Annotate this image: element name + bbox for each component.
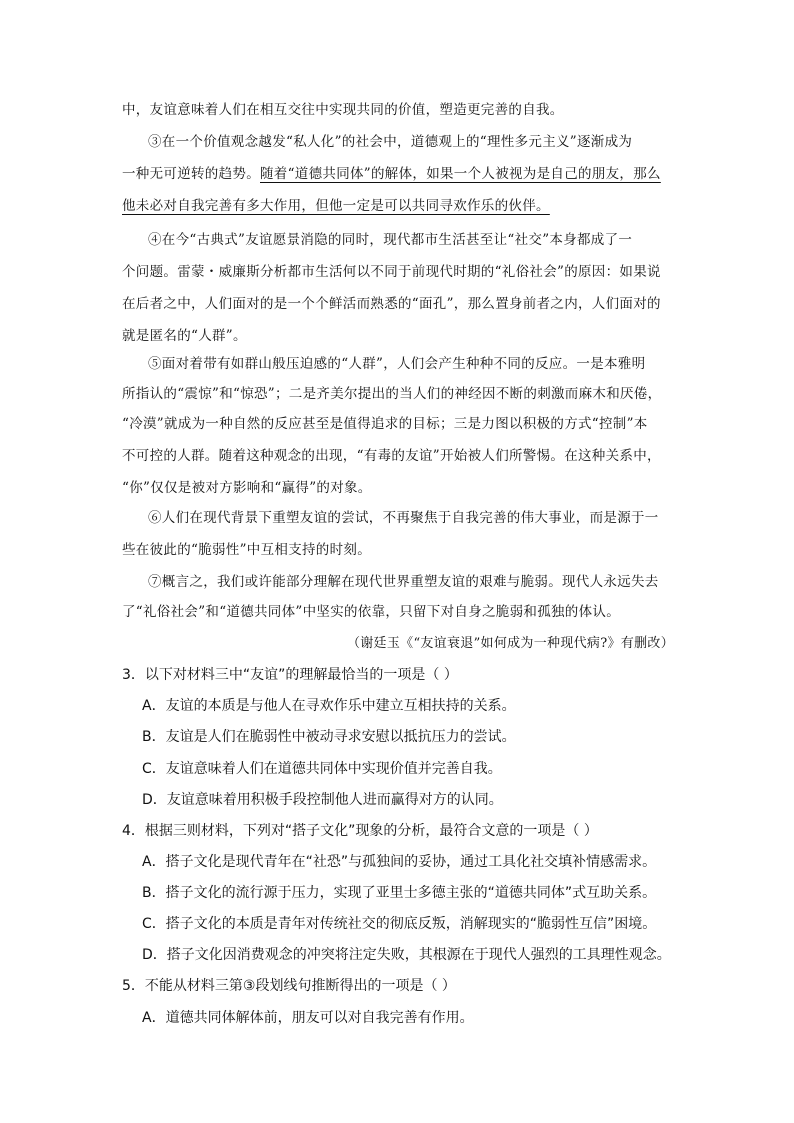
question-3-option-c: C．友谊意味着人们在道德共同体中实现价值并完善自我。 bbox=[142, 761, 502, 777]
paragraph-5-line-4: 不可控的人群。随着这种观念的出现，“有毒的友谊”开始被人们所警惕。在这种关系中， bbox=[122, 448, 661, 464]
paragraph-6-line-2: 些在彼此的“脆弱性”中互相支持的时刻。 bbox=[122, 542, 372, 558]
question-5-option-a: A．道德共同体解体前，朋友可以对自我完善有作用。 bbox=[142, 1010, 474, 1026]
paragraph-3-line-3 bbox=[122, 196, 550, 216]
paragraph-5-line-2: 所指认的“震惊”和“惊恐”；二是齐美尔提出的当人们的神经因不断的刺激而麻木和厌倦， bbox=[122, 386, 662, 402]
source-citation: （谢廷玉《“友谊衰退”如何成为一种现代病?》有删改） bbox=[346, 636, 674, 651]
question-3-option-d: D．友谊意味着用积极手段控制他人进而赢得对方的认同。 bbox=[142, 792, 503, 808]
paragraph-3-plain-text: 一种无可逆转的趋势。 bbox=[122, 166, 260, 182]
paragraph-6-line-1: ⑥人们在现代背景下重塑友谊的尝试，不再聚焦于自我完善的伟大事业，而是源于一 bbox=[148, 510, 659, 526]
paragraph-5-line-1: ⑤面对着带有如群山般压迫感的“人群”，人们会产生种种不同的反应。一是本雅明 bbox=[148, 356, 646, 372]
underlined-sentence-part-2: 他未必对自我完善有多大作用，但他一定是可以共同寻欢作乐的伙伴。 bbox=[122, 198, 550, 214]
underlined-sentence-part-1: 随着“道德共同体”的解体，如果一个人被视为是自己的朋友，那么 bbox=[260, 166, 661, 182]
paragraph-5-line-5: “你”仅仅是被对方影响和“赢得”的对象。 bbox=[122, 480, 372, 496]
question-4-option-b: B．搭子文化的流行源于压力，实现了亚里士多德主张的“道德共同体”式互助关系。 bbox=[142, 885, 657, 901]
paragraph-5-line-3: “冷漠”就成为一种自然的反应甚至是值得追求的目标；三是力图以积极的方式“控制”本 bbox=[122, 416, 648, 432]
question-4-option-a: A．搭子文化是现代青年在“社恐”与孤独间的妥协，通过工具化社交填补情感需求。 bbox=[142, 854, 657, 870]
paragraph-4-line-2: 个问题。雷蒙・威廉斯分析都市生活何以不同于前现代时期的“礼俗社会”的原因：如果说 bbox=[122, 264, 661, 280]
question-4-stem: 4．根据三则材料，下列对“搭子文化”现象的分析，最符合文意的一项是（ ） bbox=[122, 823, 598, 839]
question-5-stem: 5．不能从材料三第③段划线句推断得出的一项是（ ） bbox=[122, 978, 456, 994]
question-3-option-b: B．友谊是人们在脆弱性中被动寻求安慰以抵抗压力的尝试。 bbox=[142, 729, 516, 745]
paragraph-4-line-4: 就是匿名的“人群”。 bbox=[122, 328, 247, 344]
question-3-option-a: A．友谊的本质是与他人在寻欢作乐中建立互相扶持的关系。 bbox=[142, 698, 516, 714]
paragraph-3-line-2 bbox=[122, 164, 661, 184]
paragraph-7-line-2: 了“礼俗社会”和“道德共同体”中坚实的依靠，只留下对自身之脆弱和孤独的体认。 bbox=[122, 604, 621, 620]
paragraph-4-line-3: 在后者之中，人们面对的是一个个鲜活而熟悉的“面孔”，那么置身前者之内，人们面对的 bbox=[122, 296, 661, 312]
paragraph-3-line-1: ③在一个价值观念越发“私人化”的社会中，道德观上的“理性多元主义”逐渐成为 bbox=[148, 134, 633, 150]
paragraph-4-line-1: ④在今“古典式”友谊愿景消隐的同时，现代都市生活甚至让“社交”本身都成了一 bbox=[148, 232, 633, 248]
question-4-option-c: C．搭子文化的本质是青年对传统社交的彻底反叛，消解现实的“脆弱性互信”困境。 bbox=[142, 916, 657, 932]
passage-paragraph-continuation: 中，友谊意味着人们在相互交往中实现共同的价值，塑造更完善的自我。 bbox=[122, 102, 564, 118]
paragraph-7-line-1: ⑦概言之，我们或许能部分理解在现代世界重塑友谊的艰难与脆弱。现代人永远失去 bbox=[148, 574, 659, 590]
question-4-option-d: D．搭子文化因消费观念的冲突将注定失败，其根源在于现代人强烈的工具理性观念。 bbox=[142, 947, 671, 963]
question-3-stem: 3．以下对材料三中“友谊”的理解最恰当的一项是（ ） bbox=[122, 667, 458, 683]
